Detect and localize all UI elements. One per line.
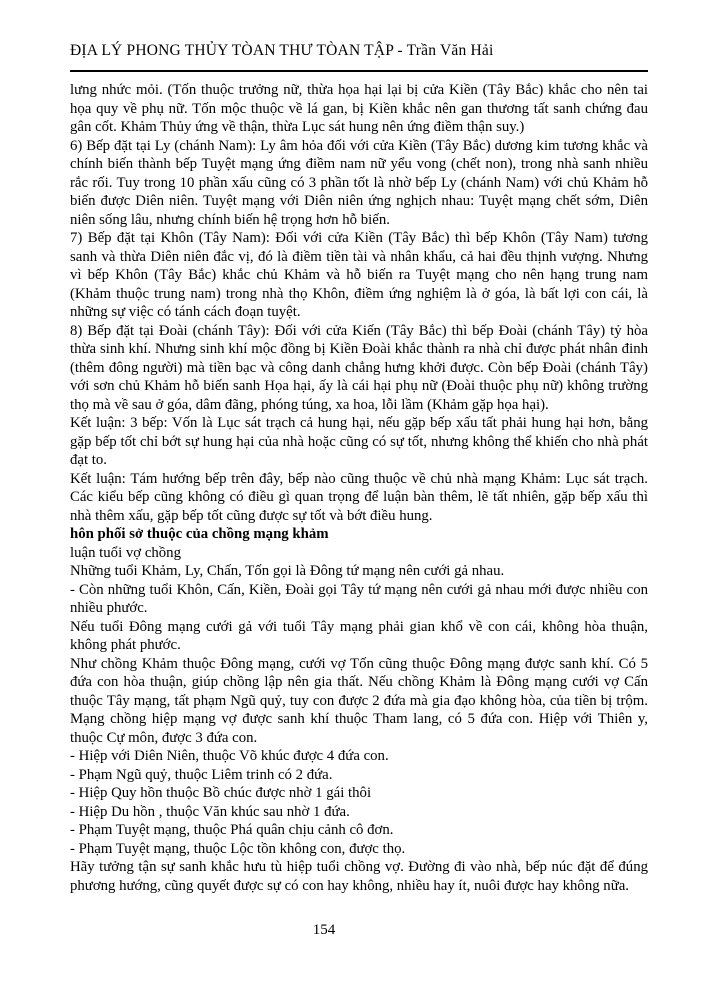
paragraph: Kết luận: 3 bếp: Vốn là Lục sát trạch cả hung hại, nếu gặp bếp xấu tất phải hung hại hơn, bằng gặp bếp tốt chỉ bớt sự hung hại của nhà hoặc cũng có sự tốt, nhưng không thể khiến cho nhà phát đạt to. xyxy=(70,415,648,468)
paragraph: Hãy tưởng tận sự sanh khắc hưu tù hiệp tuổi chồng vợ. Đường đi vào nhà, bếp núc đặt để đúng phương hướng, cũng quyết được sự có con hay không, nhiều hay ít, nuôi được hay không nữa. xyxy=(70,859,648,894)
paragraph: - Hiệp với Diên Niên, thuộc Võ khúc được 4 đứa con. xyxy=(70,748,389,764)
paragraph: - Hiệp Du hồn , thuộc Văn khúc sau nhờ 1 đứa. xyxy=(70,803,350,820)
paragraph: lưng nhức mỏi. (Tốn thuộc trưởng nữ, thừa họa hại lại bị cửa Kiền (Tây Bắc) khắc cho nên tai họa quy về phụ nữ. Tốn mộc thuộc về lá gan, bị Kiền khắc nên gan thương tất sanh chứng đau gân cốt. Khảm Thủy ứng về thận, thừa Lục sát hung nên ứng điềm thận suy.) xyxy=(70,82,648,135)
paragraph: - Phạm Tuyệt mạng, thuộc Lộc tồn không con, được thọ. xyxy=(70,840,406,857)
paragraph: - Phạm Ngũ quỷ, thuộc Liêm trinh có 2 đứa. xyxy=(70,766,333,783)
paragraph: Như chồng Khảm thuộc Đông mạng, cưới vợ Tốn cũng thuộc Đông mạng được sanh khí. Có 5 đứa con hòa thuận, giúp chồng lập nên gia thất. Nếu chồng Khảm là Đông mạng cưới vợ Cấn thuộc Tây mạng, tất phạm Ngũ quỷ, tuy con được 2 đứa mà gia đạo không hòa, của tiền bị trộm. Mạng chồng hiệp mạng vợ được sanh khí thuộc Tham lang, có 5 đứa con. Hiệp với Thiên y, thuộc Cự môn, được 3 đứa con. xyxy=(70,655,648,746)
paragraph: 6) Bếp đặt tại Ly (chánh Nam): Ly âm hỏa đối với cửa Kiền (Tây Bắc) dương kim tương khắc và chính biến thành bếp Tuyệt mạng ứng điềm nam nữ yểu vong (chết non), trong nhà sanh nhiều rắc rối. Tuy trong 10 phần xấu cũng có 3 phần tốt là nhờ bếp Ly (chánh Nam) với chủ Khảm hỗ biến được Diên niên. Tuyệt mạng với Diên niên ứng nghịch nhau: Tuyệt mạng chết sớm, Diên niên sống lâu, nhưng chính biến hệ trọng hơn hỗ biến. xyxy=(70,137,648,228)
page-number: 154 xyxy=(312,922,336,938)
header-rule xyxy=(70,70,648,72)
page-footer xyxy=(0,922,648,939)
paragraph: - Còn những tuổi Khôn, Cấn, Kiền, Đoài gọi Tây tứ mạng nên cưới gả nhau mới được nhiều con nhiều phước. xyxy=(70,581,648,616)
page-header xyxy=(70,42,648,60)
paragraph: - Hiệp Quy hồn thuộc Bồ chúc được nhờ 1 gái thôi xyxy=(70,785,372,801)
paragraph: Những tuổi Khảm, Ly, Chấn, Tốn gọi là Đông tứ mạng nên cưới gả nhau. xyxy=(70,563,505,579)
paragraph: 8) Bếp đặt tại Đoài (chánh Tây): Đối với cửa Kiến (Tây Bắc) thì bếp Đoài (chánh Tây) tỷ hòa thừa sinh khí. Nhưng sinh khí mộc đồng bị Kiền Đoài khắc thành ra nhà chỉ được phát nhân đinh (thêm đông người) mà tiền bạc và công danh chẳng hưng khởi được. Còn bếp Đoài (chánh Tây) với sơn chủ Khảm hỗ biến sanh Họa hại, ấy là cái hại phụ nữ (Đoài thuộc phụ nữ) không trường thọ mà về sau ở góa, dâm đãng, phóng túng, xa hoa, lỗi lầm (Khảm gặp họa hại). xyxy=(70,322,648,413)
running-title: ĐỊA LÝ PHONG THỦY TÒAN THƯ TÒAN TẬP - Trần Văn Hải xyxy=(70,42,494,59)
section-heading: hôn phối sở thuộc của chồng mạng khảm xyxy=(70,526,329,542)
paragraph: 7) Bếp đặt tại Khôn (Tây Nam): Đối với cửa Kiền (Tây Bắc) thì bếp Khôn (Tây Nam) tương sanh và thừa Diên niên đắc vị, đó là điềm tiền tài và nhân khẩu, cả hai đều thịnh vượng. Nhưng vì bếp Khôn (Tây Bắc) khắc chủ Khảm và hỗ biến ra Tuyệt mạng cho nên hạng trung nam (Khảm thuộc trung nam) trong nhà thọ Khôn, điềm ứng nghiệm là ở góa, là bất lợi con cái, là những sự việc có tánh cách đoạn tuyệt. xyxy=(70,230,648,320)
paragraph: luận tuổi vợ chồng xyxy=(70,544,181,561)
body-text xyxy=(70,81,648,895)
paragraph: - Phạm Tuyệt mạng, thuộc Phá quân chịu cảnh cô đơn. xyxy=(70,822,394,838)
paragraph: Kết luận: Tám hướng bếp trên đây, bếp nào cũng thuộc về chủ nhà mạng Khảm: Lục sát trạch. Các kiểu bếp cũng không có điều gì quan trọng để luận bàn thêm, lẽ tất nhiên, gặp bếp xấu thì nhà thêm xấu, gặp bếp tốt cũng được sự tốt và bớt điều hung. xyxy=(70,470,648,524)
paragraph: Nếu tuổi Đông mạng cưới gả với tuổi Tây mạng phải gian khổ về con cái, không hòa thuận, không phát phước. xyxy=(70,618,648,653)
